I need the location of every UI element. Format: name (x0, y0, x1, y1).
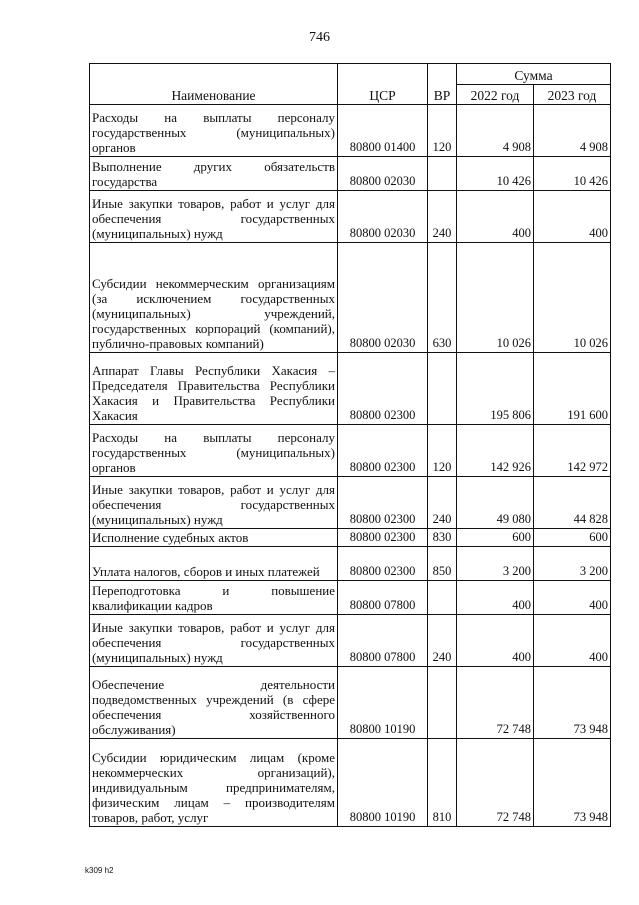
table-row (90, 529, 611, 547)
row-sum-2022: 72 748 (457, 667, 534, 739)
row-vr (428, 581, 457, 615)
row-name: Уплата налогов, сборов и иных платежей (90, 547, 338, 581)
row-sum-2023: 73 948 (534, 667, 611, 739)
row-name: Расходы на выплаты персоналу государственных (муниципальных) органов (90, 425, 338, 477)
row-csr: 80800 07800 (338, 615, 428, 667)
row-name: Переподготовка и повышение квалификации кадров (90, 581, 338, 615)
row-vr: 630 (428, 243, 457, 353)
table-row (90, 547, 611, 581)
row-sum-2023: 4 908 (534, 105, 611, 157)
table-row (90, 581, 611, 615)
row-vr: 240 (428, 615, 457, 667)
table-row (90, 157, 611, 191)
row-sum-2022: 195 806 (457, 353, 534, 425)
table-row (90, 667, 611, 739)
row-sum-2022: 10 026 (457, 243, 534, 353)
row-name: Субсидии некоммерческим организациям (за исключением государственных (муниципальных) учреждений, государственных корпораций (компаний), публично-правовых компаний) (90, 243, 338, 353)
row-name: Исполнение судебных актов (90, 529, 338, 547)
header-year-2022: 2022 год (457, 85, 534, 105)
row-sum-2023: 142 972 (534, 425, 611, 477)
row-csr: 80800 02300 (338, 477, 428, 529)
table-row (90, 425, 611, 477)
row-name: Иные закупки товаров, работ и услуг для обеспечения государственных (муниципальных) нужд (90, 477, 338, 529)
row-name: Расходы на выплаты персоналу государственных (муниципальных) органов (90, 105, 338, 157)
row-sum-2023: 10 026 (534, 243, 611, 353)
row-sum-2022: 400 (457, 615, 534, 667)
row-csr: 80800 02030 (338, 191, 428, 243)
row-csr: 80800 10190 (338, 739, 428, 827)
row-sum-2023: 400 (534, 615, 611, 667)
row-vr: 120 (428, 105, 457, 157)
row-name: Обеспечение деятельности подведомственных учреждений (в сфере обеспечения хозяйственного обслуживания) (90, 667, 338, 739)
row-sum-2023: 73 948 (534, 739, 611, 827)
row-sum-2022: 400 (457, 191, 534, 243)
row-sum-2022: 400 (457, 581, 534, 615)
row-sum-2023: 10 426 (534, 157, 611, 191)
row-sum-2022: 72 748 (457, 739, 534, 827)
row-sum-2022: 600 (457, 529, 534, 547)
row-csr: 80800 01400 (338, 105, 428, 157)
page-number: 746 (309, 30, 330, 45)
row-csr: 80800 02300 (338, 425, 428, 477)
row-vr (428, 667, 457, 739)
table-row (90, 615, 611, 667)
table-row (90, 191, 611, 243)
row-name: Субсидии юридическим лицам (кроме некоммерческих организаций), индивидуальным предпринимателям, физическим лицам – производителям товаров, работ, услуг (90, 739, 338, 827)
row-name: Иные закупки товаров, работ и услуг для обеспечения государственных (муниципальных) нужд (90, 191, 338, 243)
row-sum-2023: 191 600 (534, 353, 611, 425)
row-vr (428, 157, 457, 191)
row-csr: 80800 10190 (338, 667, 428, 739)
row-csr: 80800 02030 (338, 157, 428, 191)
header-csr: ЦСР (338, 64, 428, 105)
row-vr: 830 (428, 529, 457, 547)
header-name: Наименование (90, 64, 338, 105)
row-vr (428, 353, 457, 425)
table-row (90, 243, 611, 353)
row-sum-2023: 600 (534, 529, 611, 547)
row-vr: 120 (428, 425, 457, 477)
row-vr: 240 (428, 477, 457, 529)
row-vr: 240 (428, 191, 457, 243)
row-vr: 810 (428, 739, 457, 827)
row-csr: 80800 02300 (338, 547, 428, 581)
row-name: Аппарат Главы Республики Хакасия – Председателя Правительства Республики Хакасия и Правительства Республики Хакасия (90, 353, 338, 425)
table-row (90, 739, 611, 827)
header-vr: ВР (428, 64, 457, 105)
table-row (90, 105, 611, 157)
row-sum-2023: 3 200 (534, 547, 611, 581)
budget-table (89, 63, 611, 827)
row-sum-2022: 4 908 (457, 105, 534, 157)
row-name: Выполнение других обязательств государства (90, 157, 338, 191)
row-sum-2022: 142 926 (457, 425, 534, 477)
header-sum: Сумма (457, 64, 611, 85)
row-csr: 80800 02300 (338, 353, 428, 425)
row-sum-2022: 49 080 (457, 477, 534, 529)
row-name: Иные закупки товаров, работ и услуг для обеспечения государственных (муниципальных) нужд (90, 615, 338, 667)
row-sum-2023: 44 828 (534, 477, 611, 529)
table-row (90, 477, 611, 529)
row-sum-2022: 3 200 (457, 547, 534, 581)
row-vr: 850 (428, 547, 457, 581)
row-sum-2023: 400 (534, 581, 611, 615)
row-sum-2023: 400 (534, 191, 611, 243)
footer-code: k309 h2 (85, 866, 114, 875)
row-csr: 80800 07800 (338, 581, 428, 615)
table-row (90, 353, 611, 425)
row-csr: 80800 02030 (338, 243, 428, 353)
row-csr: 80800 02300 (338, 529, 428, 547)
row-sum-2022: 10 426 (457, 157, 534, 191)
header-year-2023: 2023 год (534, 85, 611, 105)
